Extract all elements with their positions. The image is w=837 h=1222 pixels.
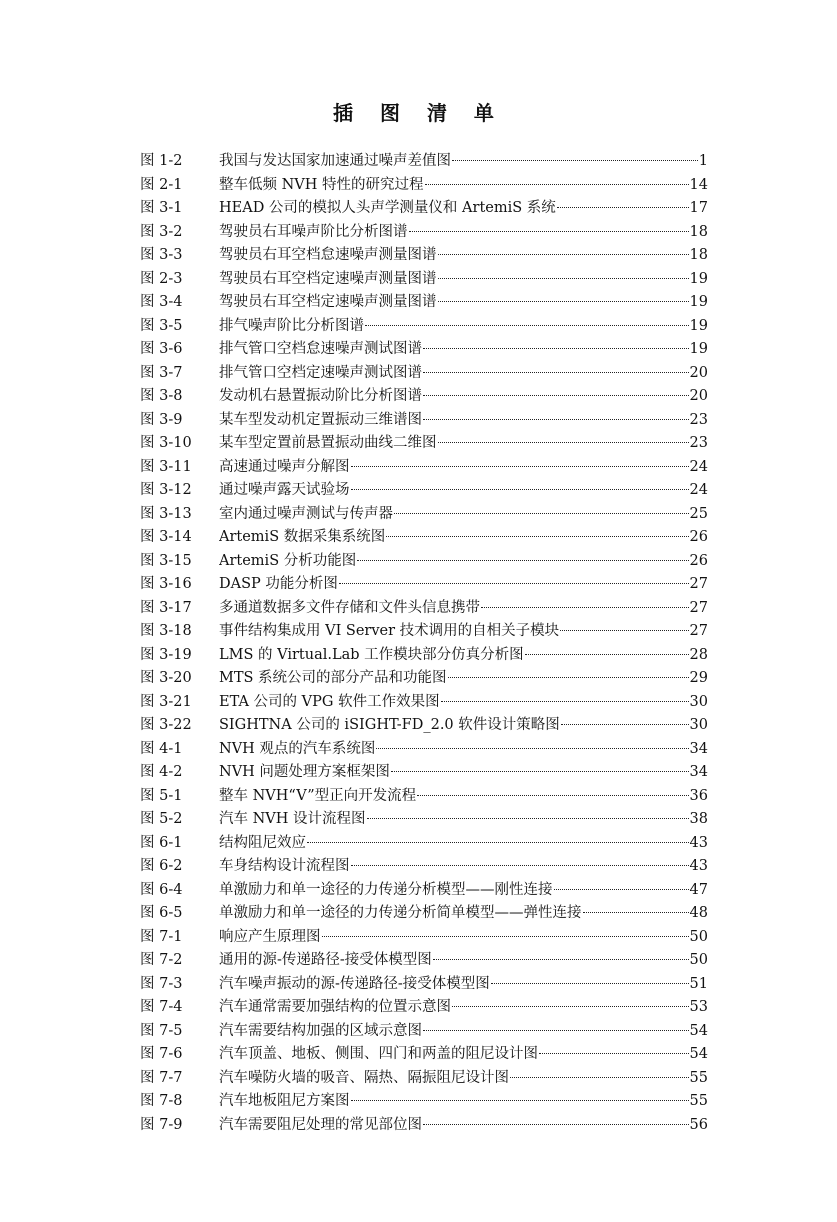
dot-leader — [438, 254, 689, 255]
figure-list-item[interactable] — [140, 221, 708, 245]
figure-title: 某车型定置前悬置振动曲线二维图 — [219, 435, 437, 451]
figure-title: 发动机右悬置振动阶比分析图谱 — [219, 388, 422, 404]
figure-list-item[interactable] — [140, 174, 708, 198]
dot-leader — [525, 654, 689, 655]
page-number: 25 — [689, 505, 708, 522]
figure-list-item[interactable] — [140, 597, 708, 621]
page-number: 50 — [689, 952, 708, 968]
figure-title: SIGHTNA 公司的 iSIGHT-FD_2.0 软件设计策略图 — [219, 717, 560, 733]
figure-list-item[interactable] — [140, 385, 708, 409]
figure-title: ETA 公司的 VPG 软件工作效果图 — [219, 693, 440, 710]
page-number: 26 — [689, 552, 708, 569]
dot-leader — [423, 395, 689, 396]
figure-number: 图 6-2 — [140, 858, 183, 874]
dot-leader — [307, 842, 689, 843]
figure-number: 图 4-2 — [140, 764, 183, 780]
figure-number: 图 3-15 — [140, 552, 192, 569]
page-number: 30 — [689, 693, 708, 710]
figure-list-item[interactable] — [140, 1043, 708, 1067]
dot-leader — [510, 1077, 689, 1078]
figure-title: 驾驶员右耳空档定速噪声测量图谱 — [219, 294, 437, 310]
page-number: 20 — [689, 388, 708, 404]
figure-title: 驾驶员右耳空档定速噪声测量图谱 — [219, 270, 437, 287]
dot-leader — [539, 1053, 689, 1054]
dot-leader — [481, 607, 689, 608]
figure-list-item[interactable] — [140, 1114, 708, 1138]
figure-list-item[interactable] — [140, 973, 708, 997]
dot-leader — [357, 560, 688, 561]
figure-list-item[interactable] — [140, 714, 708, 738]
figure-number: 图 3-21 — [140, 693, 192, 710]
dot-leader — [423, 372, 689, 373]
dot-leader — [452, 160, 698, 161]
figure-list-item[interactable] — [140, 362, 708, 386]
figure-number: 图 3-5 — [140, 317, 183, 334]
figure-list-item[interactable] — [140, 996, 708, 1020]
figure-list-item[interactable] — [140, 432, 708, 456]
figure-list-item[interactable] — [140, 1090, 708, 1114]
dot-leader — [452, 1006, 689, 1007]
figure-title: 单激励力和单一途径的力传递分析简单模型——弹性连接 — [219, 905, 582, 921]
page-number: 34 — [689, 764, 708, 780]
figure-list-item[interactable] — [140, 456, 708, 480]
page-title: 插 图 清 单 — [333, 101, 504, 125]
dot-leader — [367, 818, 689, 819]
figure-list-item[interactable] — [140, 620, 708, 644]
figure-list-item[interactable] — [140, 902, 708, 926]
figure-title: 整车低频 NVH 特性的研究过程 — [219, 176, 424, 193]
page-number: 47 — [689, 881, 708, 898]
dot-leader — [386, 536, 688, 537]
dot-leader — [425, 184, 689, 185]
dot-leader — [351, 489, 689, 490]
figure-number: 图 4-1 — [140, 740, 183, 757]
dot-leader — [441, 701, 689, 702]
figure-number: 图 6-5 — [140, 905, 183, 921]
figure-title: 通过噪声露天试验场 — [219, 482, 350, 498]
dot-leader — [391, 771, 689, 772]
figure-number: 图 3-14 — [140, 529, 192, 545]
figure-number: 图 3-11 — [140, 458, 192, 475]
figure-number: 图 3-3 — [140, 247, 183, 263]
figure-list-item[interactable] — [140, 315, 708, 339]
page-number: 1 — [698, 153, 708, 169]
figure-list-item[interactable] — [140, 761, 708, 785]
dot-leader — [351, 865, 689, 866]
figure-title: 汽车噪声振动的源-传递路径-接受体模型图 — [219, 975, 490, 992]
figure-title: ArtemiS 分析功能图 — [219, 552, 357, 569]
figure-list-item[interactable] — [140, 785, 708, 809]
figure-title: 驾驶员右耳噪声阶比分析图谱 — [219, 223, 408, 240]
dot-leader — [433, 959, 689, 960]
page-number: 36 — [689, 787, 708, 804]
dot-leader — [417, 795, 688, 796]
figure-number: 图 3-2 — [140, 223, 183, 240]
page-number: 19 — [689, 270, 708, 287]
page-number: 29 — [689, 670, 708, 686]
page-number: 18 — [689, 223, 708, 240]
figure-number: 图 3-20 — [140, 670, 192, 686]
figure-list-item[interactable] — [140, 738, 708, 762]
figure-number: 图 7-5 — [140, 1022, 183, 1039]
figure-title: HEAD 公司的模拟人头声学测量仪和 ArtemiS 系统 — [219, 200, 556, 216]
dot-leader — [322, 936, 689, 937]
page-number: 24 — [689, 482, 708, 498]
page-number: 27 — [689, 623, 708, 639]
figure-number: 图 3-17 — [140, 599, 192, 616]
dot-leader — [557, 207, 689, 208]
figure-number: 图 3-13 — [140, 505, 192, 522]
figure-title: 汽车顶盖、地板、侧围、四门和两盖的阻尼设计图 — [219, 1046, 538, 1062]
figure-list-item[interactable] — [140, 1067, 708, 1091]
figure-list-item[interactable] — [140, 691, 708, 715]
figure-list-item[interactable] — [140, 197, 708, 221]
figure-title: 高速通过噪声分解图 — [219, 458, 350, 475]
figure-list-item[interactable] — [140, 949, 708, 973]
page-number: 27 — [689, 576, 708, 592]
figure-title: MTS 系统公司的部分产品和功能图 — [219, 670, 447, 686]
figure-title: 整车 NVH“V”型正向开发流程 — [219, 787, 417, 804]
figure-title: 汽车 NVH 设计流程图 — [219, 811, 366, 827]
page-number: 51 — [689, 975, 708, 992]
figure-number: 图 3-10 — [140, 435, 192, 451]
figure-number: 图 2-3 — [140, 270, 183, 287]
page-number: 26 — [689, 529, 708, 545]
page-number: 53 — [689, 999, 708, 1015]
dot-leader — [409, 231, 689, 232]
figure-list-item[interactable] — [140, 526, 708, 550]
page-number: 19 — [689, 294, 708, 310]
dot-leader — [365, 325, 689, 326]
figure-title: 汽车通常需要加强结构的位置示意图 — [219, 999, 451, 1015]
figure-number: 图 7-9 — [140, 1116, 183, 1133]
page-number: 27 — [689, 599, 708, 616]
dot-leader — [423, 1124, 689, 1125]
figure-list-item[interactable] — [140, 855, 708, 879]
page-number: 30 — [689, 717, 708, 733]
dot-leader — [423, 1030, 689, 1031]
figure-title: DASP 功能分析图 — [219, 576, 338, 592]
page-number: 19 — [689, 317, 708, 334]
figure-list-item[interactable] — [140, 244, 708, 268]
figure-number: 图 3-12 — [140, 482, 192, 498]
figure-number: 图 3-9 — [140, 411, 183, 428]
dot-leader — [376, 748, 688, 749]
figure-title: 排气噪声阶比分析图谱 — [219, 317, 364, 334]
figure-title: 汽车需要结构加强的区域示意图 — [219, 1022, 422, 1039]
figure-list-item[interactable] — [140, 644, 708, 668]
page-number: 34 — [689, 740, 708, 757]
dot-leader — [554, 889, 689, 890]
figure-list-item[interactable] — [140, 479, 708, 503]
figure-list-item[interactable] — [140, 338, 708, 362]
dot-leader — [583, 912, 689, 913]
page-number: 43 — [689, 858, 708, 874]
figure-title: LMS 的 Virtual.Lab 工作模块部分仿真分析图 — [219, 646, 524, 663]
figure-title: 驾驶员右耳空档怠速噪声测量图谱 — [219, 247, 437, 263]
dot-leader — [351, 466, 689, 467]
figure-title: 汽车地板阻尼方案图 — [219, 1093, 350, 1109]
page-number: 23 — [689, 435, 708, 451]
dot-leader — [448, 677, 689, 678]
page-number: 23 — [689, 411, 708, 428]
page-number: 17 — [689, 200, 708, 216]
figure-title: 排气管口空档怠速噪声测试图谱 — [219, 341, 422, 357]
figure-list-item[interactable] — [140, 926, 708, 950]
figure-number: 图 3-6 — [140, 341, 183, 357]
dot-leader — [561, 724, 689, 725]
page-number: 56 — [689, 1116, 708, 1133]
figure-list-item[interactable] — [140, 550, 708, 574]
page-number: 20 — [689, 364, 708, 381]
dot-leader — [438, 442, 689, 443]
figure-title: 汽车需要阻尼处理的常见部位图 — [219, 1116, 422, 1133]
figure-title: NVH 问题处理方案框架图 — [219, 764, 390, 780]
figure-number: 图 3-16 — [140, 576, 192, 592]
figure-list-item[interactable] — [140, 808, 708, 832]
page-number: 38 — [689, 811, 708, 827]
dot-leader — [438, 301, 689, 302]
figure-number: 图 7-1 — [140, 928, 183, 945]
figure-title: 通用的源-传递路径-接受体模型图 — [219, 952, 432, 968]
page-number: 50 — [689, 928, 708, 945]
figure-title: 室内通过噪声测试与传声器 — [219, 505, 393, 522]
figure-number: 图 3-4 — [140, 294, 183, 310]
figure-number: 图 7-4 — [140, 999, 183, 1015]
figure-number: 图 6-1 — [140, 834, 183, 851]
figure-list-item[interactable] — [140, 667, 708, 691]
figure-number: 图 3-18 — [140, 623, 192, 639]
figure-list-item[interactable] — [140, 573, 708, 597]
dot-leader — [351, 1100, 689, 1101]
page-number: 55 — [689, 1069, 708, 1086]
page-number: 28 — [689, 646, 708, 663]
page-number: 54 — [689, 1022, 708, 1039]
page-number: 54 — [689, 1046, 708, 1062]
figure-number: 图 7-7 — [140, 1069, 183, 1086]
figure-list-item[interactable] — [140, 268, 708, 292]
figure-number: 图 5-2 — [140, 811, 183, 827]
dot-leader — [339, 583, 689, 584]
page-number: 43 — [689, 834, 708, 851]
figure-list-item[interactable] — [140, 291, 708, 315]
figure-number: 图 7-6 — [140, 1046, 183, 1062]
figure-title: 车身结构设计流程图 — [219, 858, 350, 874]
figure-number: 图 3-8 — [140, 388, 183, 404]
dot-leader — [438, 278, 689, 279]
figure-number: 图 3-7 — [140, 364, 183, 381]
page-number: 55 — [689, 1093, 708, 1109]
figure-number: 图 3-22 — [140, 717, 192, 733]
dot-leader — [560, 630, 688, 631]
figure-number: 图 2-1 — [140, 176, 183, 193]
page-number: 24 — [689, 458, 708, 475]
figure-list-item[interactable] — [140, 1020, 708, 1044]
figure-number: 图 6-4 — [140, 881, 183, 898]
figure-title: 某车型发动机定置振动三维谱图 — [219, 411, 422, 428]
dot-leader — [423, 419, 689, 420]
dot-leader — [394, 513, 689, 514]
figure-title: 多通道数据多文件存储和文件头信息携带 — [219, 599, 480, 616]
figure-number: 图 1-2 — [140, 153, 183, 169]
figure-title: ArtemiS 数据采集系统图 — [219, 529, 386, 545]
figure-number: 图 5-1 — [140, 787, 183, 804]
figure-title: 事件结构集成用 VI Server 技术调用的自相关子模块 — [219, 623, 560, 639]
figure-list-item[interactable] — [140, 150, 708, 174]
figure-title: 响应产生原理图 — [219, 928, 321, 945]
page-number: 14 — [689, 176, 708, 193]
figure-list-item[interactable] — [140, 409, 708, 433]
figure-number: 图 3-1 — [140, 200, 183, 216]
figure-number: 图 7-2 — [140, 952, 183, 968]
figure-title: 排气管口空档定速噪声测试图谱 — [219, 364, 422, 381]
figure-list-item[interactable] — [140, 879, 708, 903]
figure-list-item[interactable] — [140, 832, 708, 856]
page-number: 18 — [689, 247, 708, 263]
dot-leader — [491, 983, 689, 984]
figure-title: 结构阻尼效应 — [219, 834, 306, 851]
dot-leader — [423, 348, 689, 349]
figure-number: 图 3-19 — [140, 646, 192, 663]
page-number: 48 — [689, 905, 708, 921]
figure-title: NVH 观点的汽车系统图 — [219, 740, 376, 757]
figure-title: 我国与发达国家加速通过噪声差值图 — [219, 153, 451, 169]
figure-list-item[interactable] — [140, 503, 708, 527]
figure-number: 图 7-3 — [140, 975, 183, 992]
figure-title: 单激励力和单一途径的力传递分析模型——刚性连接 — [219, 881, 553, 898]
figure-list — [140, 150, 708, 1137]
page-number: 19 — [689, 341, 708, 357]
figure-title: 汽车噪防火墙的吸音、隔热、隔振阻尼设计图 — [219, 1069, 509, 1086]
figure-number: 图 7-8 — [140, 1093, 183, 1109]
